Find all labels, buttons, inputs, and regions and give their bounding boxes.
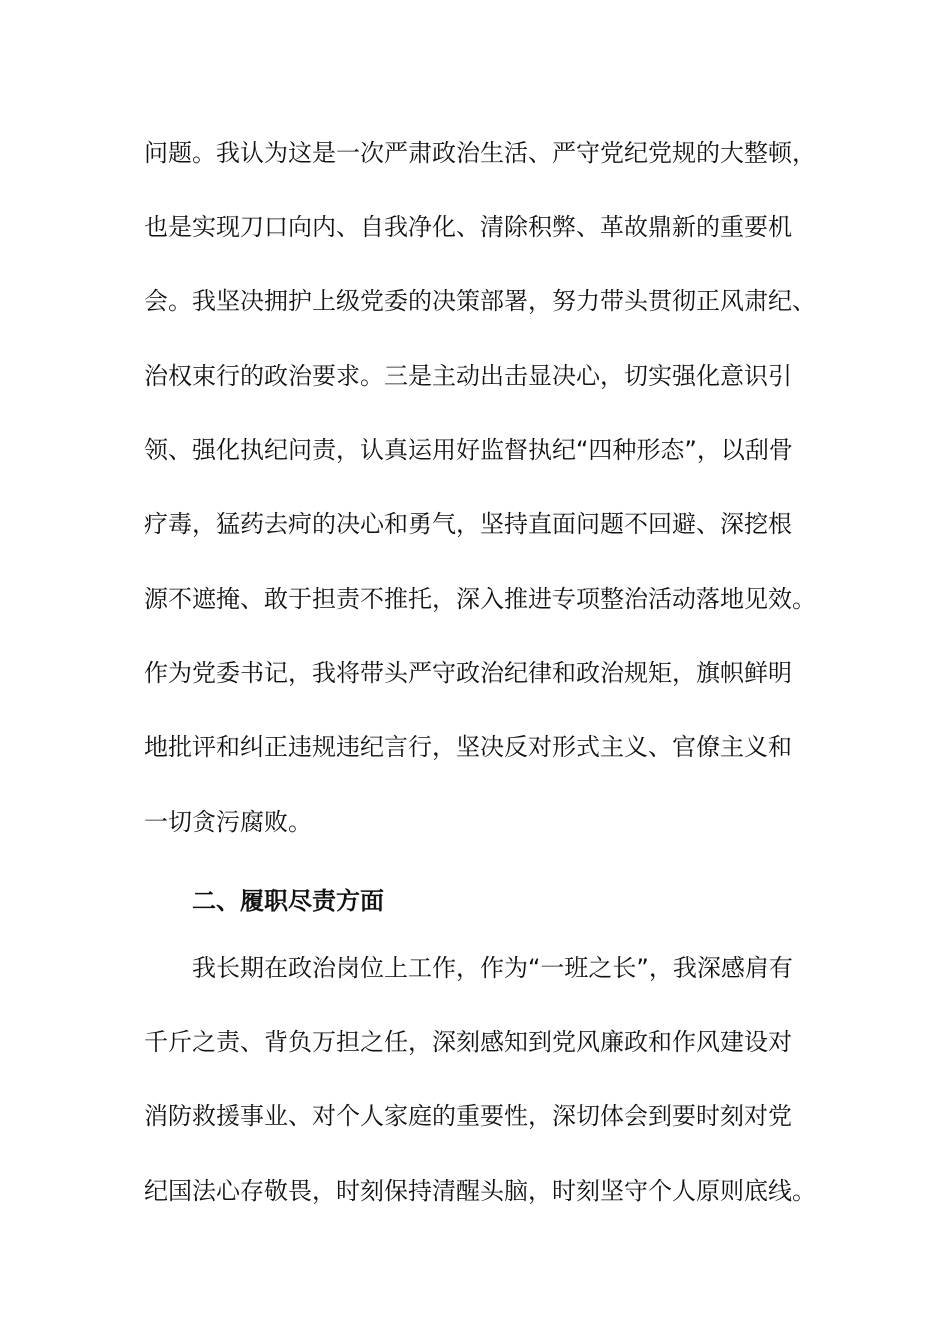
paragraph-line: 也是实现刀口向内、自我净化、清除积弊、革故鼎新的重要机 (144, 213, 792, 241)
paragraph-line: 千斤之责、背负万担之任，深刻感知到党风廉政和作风建设对 (144, 1028, 792, 1056)
paragraph-line: 治权束行的政治要求。三是主动出击显决心，切实强化意识引 (144, 362, 792, 390)
paragraph-line: 作为党委书记，我将带头严守政治纪律和政治规矩，旗帜鲜明 (144, 659, 792, 687)
paragraph-line: 源不遮掩、敢于担责不推托，深入推进专项整治活动落地见效。 (144, 585, 816, 613)
paragraph-line: 地批评和纠正违规违纪言行，坚决反对形式主义、官僚主义和 (144, 733, 792, 761)
paragraph-line: 一切贪污腐败。 (144, 808, 312, 836)
paragraph-line: 疗毒，猛药去疴的决心和勇气，坚持直面问题不回避、深挖根 (144, 510, 792, 538)
paragraph-line: 会。我坚决拥护上级党委的决策部署，努力带头贯彻正风肃纪、 (144, 287, 816, 315)
section-heading: 二、履职尽责方面 (192, 887, 384, 915)
paragraph-line: 我长期在政治岗位上工作，作为“一班之长”，我深感肩有 (192, 954, 793, 982)
paragraph-line: 纪国法心存敬畏，时刻保持清醒头脑，时刻坚守个人原则底线。 (144, 1177, 816, 1205)
paragraph-line: 领、强化执纪问责，认真运用好监督执纪“四种形态”，以刮骨 (144, 436, 793, 464)
paragraph-line: 消防救援事业、对个人家庭的重要性，深切体会到要时刻对党 (144, 1102, 792, 1130)
paragraph-line: 问题。我认为这是一次严肃政治生活、严守党纪党规的大整顿， (144, 139, 816, 167)
